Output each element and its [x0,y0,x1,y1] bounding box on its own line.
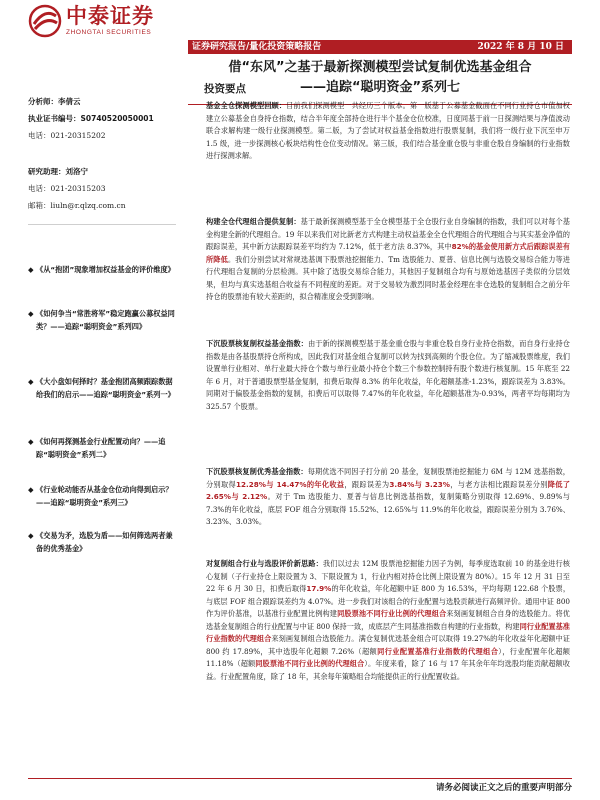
analyst-label: 分析师： [28,97,58,106]
zhongtai-logo-icon [28,4,62,38]
related-report[interactable]: ◆ 《从“抱团”现象增加权益基金的评价维度》 [28,264,178,277]
assistant-name: 刘洛宁 [65,167,88,176]
paragraph-lead: 构建全仓代理组合提供复制： [206,217,301,226]
paragraph-equity-index: 下沉股票核复制权益基金指数：由于新的探测模型基于基金重仓股与非重仓股自身行业持仓指数，而自身行业持仓指数是由各基股票持仓所构成，因此我们对基金组合复制可以转为找到高频的个股仓位。为了缩减股票维度，我们设置单行业相对、单行业最大持仓个数与单行业最小持仓个数三个参数控制持有股个数进行核复制。15 年底至 22 年 6 月，对于普通股票型基金复制，扣费后取得 8.3% 的年化收益，年化超额基准-1.23%，跟踪误差为 3.83%。同期对于偏股基金指数的复制，扣费后可以取得 7.47%的年化收益，年化超额基准为-0.93%，两者平均每期均为 325.57 个股票。 [206,339,570,411]
report-category: 证券研究报告/量化投资策略报告 [192,42,322,52]
title-line-2: ——追踪“聪明资金”系列七 [299,80,461,95]
cert-number: S0740520050001 [80,114,154,123]
footer-disclaimer: 请务必阅读正文之后的重要声明部分 [435,783,572,793]
title-line-1: 借“东风”之基于最新探测模型尝试复制优选基金组合 [228,60,532,75]
analyst-tel: 021-20315202 [50,131,106,140]
paragraph-model-review: 基金全仓探测模型回顾：目前我们探测模型一共经历三个版本。第一版基于公募基金截面在不同行业持仓市值加权建立公募基金自身持仓指数，结合半年度全部持仓进行半个基金仓位校准，日度同基于前一日探测结果与净值波动联合求解构建一级行业探测模型。第二版，为了尝试对权益基金指数进行股票复制，我们将一级行业下沉至申万 1.5 级，进一步探测核心板块结构性仓位变动情况。第三版，我们结合基金重仓股与非重仓股自身编制的行业指数进行探测求解。 [206,101,570,160]
footer-divider [28,778,572,779]
paragraph-lead: 下沉股票核复制权益基金指数： [206,339,308,348]
report-date: 2022 年 8 月 10 日 [477,42,564,52]
email-link[interactable]: liuln@r.qlzq.com.cn [50,201,126,210]
analyst-name: 李倩云 [58,97,81,106]
related-report[interactable]: ◆ 《交易为矛，选股为盾——如何筛选两者兼备的优秀基金》 [28,531,173,553]
paragraph-proxy-portfolio: 构建全仓代理组合提供复制：基于最新探测模型基于全仓模型基于全仓股行业自身编制的指数，我们可以对每个基金构建全新的代理组合。19 年以来我们对比新老方式构建主动权益基金全仓代理组合的代理组合与其实基金净值的跟踪误差，其中新方法跟踪误差平均约为 7.12%，低于老方法 8.37%，其中82%的基金使用新方式后跟踪误差有所降低。我们分别尝试对常规选基调下股票池挖掘能力、Tm 选股能力、夏普、信息比例与选股交易综合能力等进行代理组合复制的分层检测。其中除了选股交易综合能力，其他因子复制组合均有与原始选基因子类似的分层效果，但均与真实选基组合收益有不同程度的差距。对于交易较为激烈同时基金经理在非仓选股的复制组合之前分年持仓的股票池有较大差距的，拟合精准度会受到影响。 [206,217,570,301]
report-category-bar [188,40,572,54]
assistant-tel: 021-20315203 [50,184,106,193]
tel-label: 电话： [28,131,51,140]
analyst-line [28,96,81,107]
brand-name-en: ZHONGTAI SECURITIES [66,29,152,36]
assistant-tel-line [28,183,106,194]
paragraph-lead: 基金全仓探测模型回顾： [206,101,287,110]
paragraph-evaluation: 对复制组合行业与选股评价新思路：我们以过去 12M 股票池挖掘能力因子为例，每季度选取前 10 的基金进行核心复制（子行业持仓上限设置为 3、下限设置为 1，行业内相对持仓比例上限设置为 80%）。15 年 12 月 31 日至 22 年 6 月 30 日，扣费后取得17.9%的年化收益，年化超额中证 800 为 16.53%，平均每期 122.68 个股票，与底层 FOF 组合跟踪误差约为 4.07%。进一步我们对该组合的行业配置与选股贡献进行高频评价。通用中证 800 作为评价基准，以基准行业配置比例构建同股票池不同行业比例的代理组合来刻画复制组合自身的选股能力。将优选基金复制组合的行业配置与中证 800 保持一致，成底层产生同基准指数自构建的行业指数，构建同行业配置基准行业指数的代理组合来刻画复制组合选股能力。满仓复制优选基金组合可以取得 19.27%的年化收益年化超额中证 800 约 17.89%，其中选股年化超额 7.26%（超额同行业配置基准行业指数的代理组合），行业配置年化超额 11.18%（超额同股票池不同行业比例的代理组合）。年度来看，除了 16 与 17 年其余年年均选股均能贡献超额收益。行业配置角度，除了 18 年，其余每年策略组合均能提供正的行业配置收益。 [206,559,571,681]
tel-line [28,130,106,141]
bullet-arrow-icon: ◆ [28,531,34,540]
paragraph-excellent-funds: 下沉股票核复制优秀基金指数：每期优选不同因子打分前 20 基金，复制股票池挖掘能力 6M 与 12M 选基指数，分别取得12.28%与 14.47%的年化收益，跟踪误差为3.84%与 3.23%，与老方法相比跟踪误差分别降低了 2.65%与 2.12%。对于 Tm 选股能力、夏普与信息比例选基指数，复制策略分别取得 12.69%、9.89%与 7.3%的年化收益，底层 FOF 组合分别取得 15.52%、12.65%与 11.9%的年化收益，跟踪误差分别为 3.76%、3.23%、3.03%。 [206,467,570,526]
assistant-tel-label: 电话： [28,184,51,193]
paragraph-lead: 对复制组合行业与选股评价新思路： [206,559,323,568]
cert-label: 执业证书编号： [28,114,81,123]
sidebar-divider [28,224,176,225]
brand-name-cn: 中泰证券 [66,4,154,28]
assistant-line [28,166,88,177]
brand-logo [28,4,154,38]
paragraph-lead: 下沉股票核复制优秀基金指数： [206,467,308,476]
related-report[interactable]: ◆ 《如何争当“常胜将军”稳定跑赢公募权益同类？——追踪“聪明资金”系列四》 [28,309,175,331]
related-report[interactable]: ◆ 《行业轮动能否从基金仓位动向得到启示？——追踪“聪明资金”系列三》 [28,485,173,507]
email-line [28,200,126,211]
related-report[interactable]: ◆ 《大小盘如何择时？基金抱团高频跟踪数据给我们的启示——追踪“聪明资金”系列一》 [28,377,175,399]
bullet-arrow-icon: ◆ [28,309,34,318]
email-label: 邮箱： [28,201,51,210]
cert-line [28,113,154,124]
bullet-arrow-icon: ◆ [28,377,34,386]
bullet-arrow-icon: ◆ [28,485,34,494]
assistant-label: 研究助理： [28,167,66,176]
bullet-arrow-icon: ◆ [28,265,34,274]
bullet-arrow-icon: ◆ [28,437,34,446]
highlights-heading: 投资要点 [204,83,246,95]
related-report[interactable]: ◆ 《如何再探测基金行业配置动向？——追踪“聪明资金”系列二》 [28,437,166,459]
